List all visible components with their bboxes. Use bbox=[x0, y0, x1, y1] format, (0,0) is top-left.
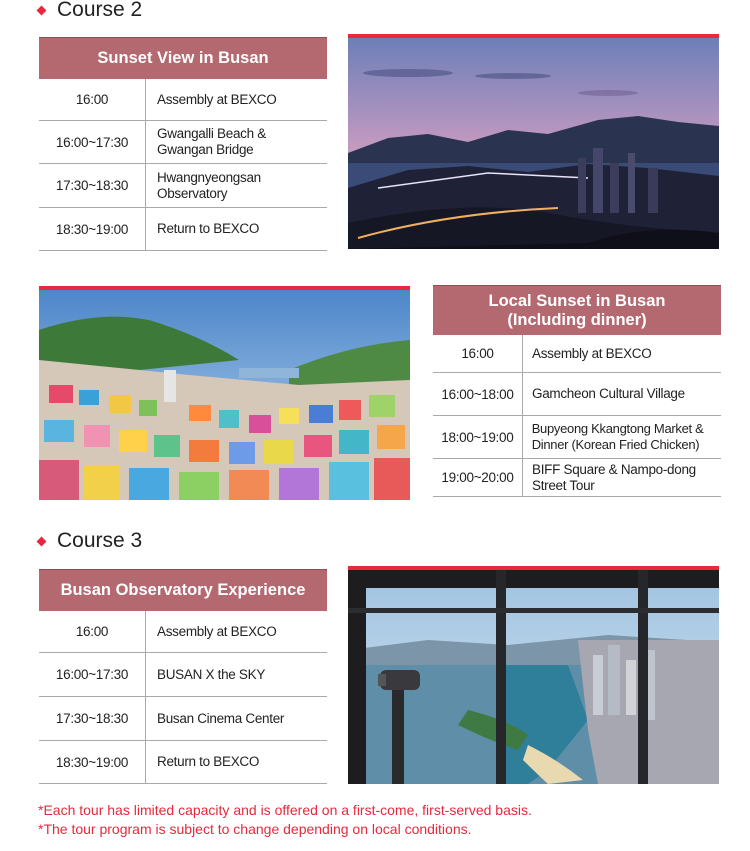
activity-cell: Bupyeong Kkangtong Market & Dinner (Korean Fried Chicken) bbox=[531, 421, 704, 452]
notes bbox=[38, 801, 532, 839]
activity-cell: Return to BEXCO bbox=[157, 754, 260, 769]
table-header-line1: Local Sunset in Busan bbox=[488, 291, 666, 310]
table-row bbox=[39, 208, 327, 251]
table-row bbox=[39, 164, 327, 208]
busan-night-view-photo bbox=[348, 34, 719, 249]
note-capacity: *Each tour has limited capacity and is offered on a first-come, first-served basis. bbox=[38, 802, 532, 818]
table-header: Sunset View in Busan bbox=[39, 37, 327, 79]
time-cell: 16:00 bbox=[433, 335, 523, 372]
time-cell: 17:30~18:30 bbox=[39, 164, 146, 207]
table-row bbox=[39, 79, 327, 121]
course-2-title bbox=[38, 0, 142, 22]
time-cell: 16:00 bbox=[39, 79, 146, 120]
sunset-view-table bbox=[39, 37, 327, 251]
activity-cell: Busan Cinema Center bbox=[157, 710, 285, 726]
time-cell: 18:00~19:00 bbox=[433, 416, 523, 458]
table-row bbox=[433, 459, 721, 497]
course-3-label: Course 3 bbox=[57, 529, 143, 552]
diamond-bullet-icon bbox=[37, 536, 47, 546]
table-header-line2: (Including dinner) bbox=[507, 310, 647, 329]
time-cell: 16:00~17:30 bbox=[39, 121, 146, 163]
note-change: *The tour program is subject to change depending on local conditions. bbox=[38, 821, 472, 837]
table-row bbox=[433, 335, 721, 373]
activity-cell: Gamcheon Cultural Village bbox=[532, 386, 685, 401]
time-cell: 16:00~17:30 bbox=[39, 653, 146, 696]
time-cell: 18:30~19:00 bbox=[39, 741, 146, 783]
activity-cell: BUSAN X the SKY bbox=[157, 666, 266, 682]
activity-cell: BIFF Square & Nampo-dong Street Tour bbox=[532, 461, 696, 493]
table-row bbox=[433, 373, 721, 416]
course-2-label: Course 2 bbox=[57, 0, 143, 21]
table-row bbox=[39, 697, 327, 741]
table-header: Busan Observatory Experience bbox=[39, 569, 327, 611]
table-row bbox=[39, 121, 327, 164]
gamcheon-village-photo bbox=[39, 286, 410, 500]
time-cell: 19:00~20:00 bbox=[433, 459, 523, 496]
observatory-table bbox=[39, 569, 327, 784]
time-cell: 17:30~18:30 bbox=[39, 697, 146, 740]
activity-cell: Assembly at BEXCO bbox=[157, 91, 277, 107]
time-cell: 16:00~18:00 bbox=[433, 373, 523, 415]
diamond-bullet-icon bbox=[37, 5, 47, 15]
table-row bbox=[433, 416, 721, 459]
activity-cell: Assembly at BEXCO bbox=[532, 345, 652, 361]
local-sunset-table bbox=[433, 285, 721, 497]
time-cell: 16:00 bbox=[39, 611, 146, 652]
course-3-title bbox=[38, 529, 142, 553]
table-row bbox=[39, 653, 327, 697]
activity-cell: Assembly at BEXCO bbox=[157, 623, 277, 639]
table-row bbox=[39, 611, 327, 653]
table-header bbox=[433, 285, 721, 335]
activity-cell: Hwangnyeongsan Observatory bbox=[157, 169, 261, 201]
activity-cell: Return to BEXCO bbox=[157, 221, 260, 236]
activity-cell: Gwangalli Beach & Gwangan Bridge bbox=[157, 126, 266, 157]
table-row bbox=[39, 741, 327, 784]
time-cell: 18:30~19:00 bbox=[39, 208, 146, 250]
observatory-window-photo bbox=[348, 566, 719, 784]
